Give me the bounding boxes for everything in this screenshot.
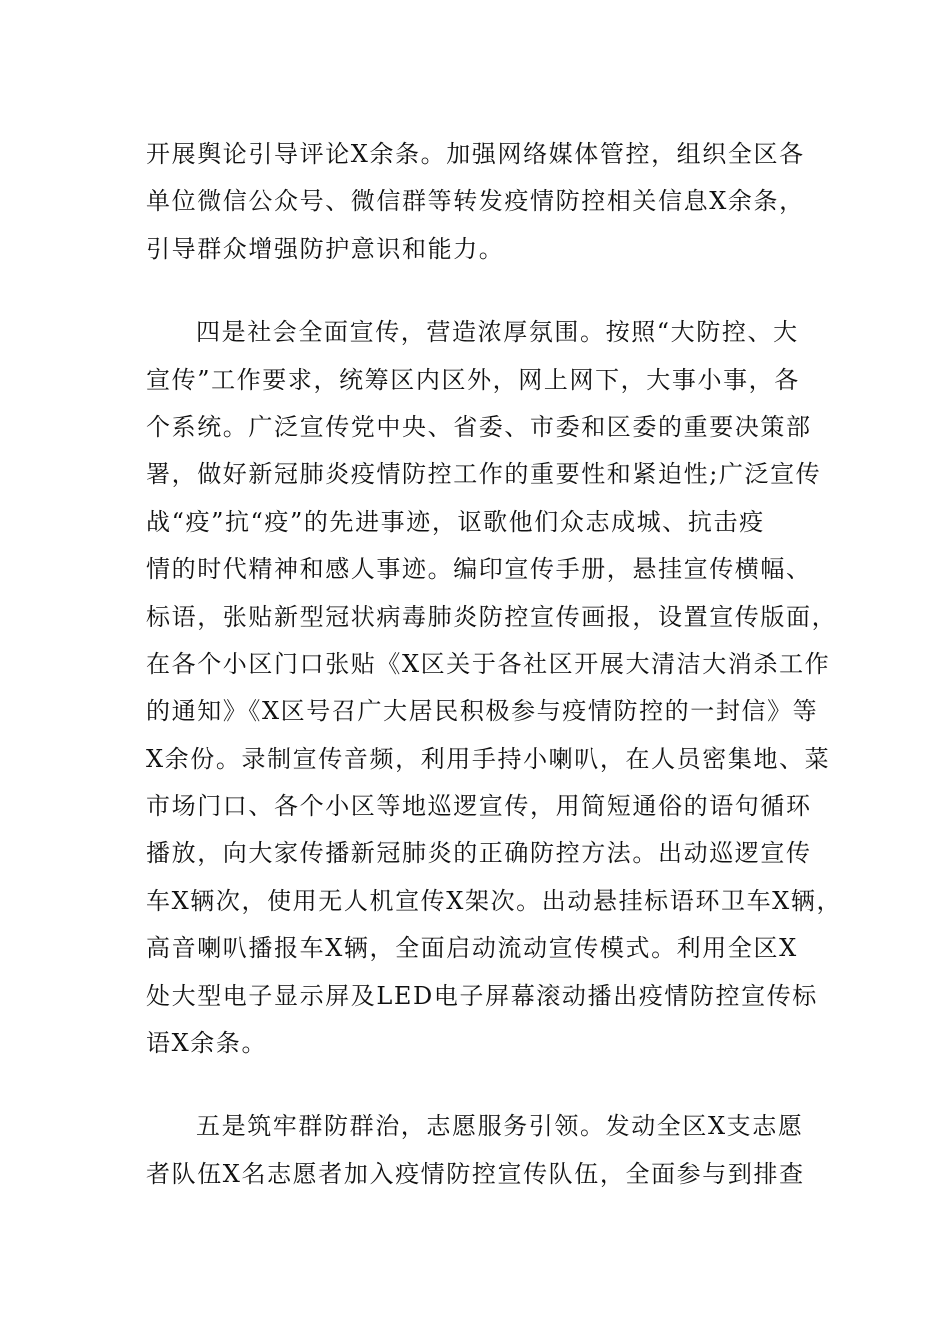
text-line: 单位微信公众号、微信群等转发疫情防控相关信息X余条， bbox=[146, 187, 805, 216]
text-line: 标语，张贴新型冠状病毒肺炎防控宣传画报，设置宣传版面， bbox=[146, 602, 838, 631]
text-line: 署，做好新冠肺炎疫情防控工作的重要性和紧迫性;广泛宣传 bbox=[146, 460, 822, 489]
text-line: 四是社会全面宣传，营造浓厚氛围。按照“大防控、大 bbox=[196, 318, 799, 347]
text-line: 语X余条。 bbox=[146, 1029, 268, 1058]
document-body bbox=[146, 131, 843, 1198]
text-line: 在各个小区门口张贴《X区关于各社区开展大清洁大消杀工作 bbox=[146, 649, 831, 678]
text-line: 引导群众增强防护意识和能力。 bbox=[146, 234, 505, 263]
paragraph-gap bbox=[146, 273, 826, 309]
paragraph-1 bbox=[146, 131, 826, 273]
paragraph-2 bbox=[146, 309, 843, 1067]
text-line: 播放，向大家传播新冠肺炎的正确防控方法。出动巡逻宣传 bbox=[146, 839, 812, 868]
text-line: 战“疫”抗“疫”的先进事迹，讴歌他们众志成城、抗击疫 bbox=[146, 507, 765, 536]
paragraph-gap bbox=[146, 1067, 826, 1103]
text-line: 者队伍X名志愿者加入疫情防控宣传队伍，全面参与到排查 bbox=[146, 1159, 805, 1188]
text-line: X余份。录制宣传音频，利用手持小喇叭，在人员密集地、菜 bbox=[146, 744, 831, 773]
text-line: 个系统。广泛宣传党中央、省委、市委和区委的重要决策部 bbox=[146, 412, 812, 441]
text-line: 市场门口、各个小区等地巡逻宣传，用简短通俗的语句循环 bbox=[146, 792, 812, 821]
text-line: 处大型电子显示屏及LED电子屏幕滚动播出疫情防控宣传标 bbox=[146, 981, 818, 1010]
text-line: 车X辆次，使用无人机宣传X架次。出动悬挂标语环卫车X辆， bbox=[146, 886, 843, 915]
paragraph-3 bbox=[146, 1103, 826, 1198]
text-line: 情的时代精神和感人事迹。编印宣传手册，悬挂宣传横幅、 bbox=[146, 555, 812, 584]
text-line: 开展舆论引导评论X余条。加强网络媒体管控，组织全区各 bbox=[146, 140, 805, 168]
text-line: 高音喇叭播报车X辆，全面启动流动宣传模式。利用全区X bbox=[146, 934, 798, 963]
text-line: 宣传”工作要求，统筹区内区外，网上网下，大事小事，各 bbox=[146, 365, 800, 394]
text-line: 五是筑牢群防群治，志愿服务引领。发动全区X支志愿 bbox=[196, 1112, 804, 1141]
text-line: 的通知》《X区号召广大居民积极参与疫情防控的一封信》等 bbox=[146, 697, 819, 726]
